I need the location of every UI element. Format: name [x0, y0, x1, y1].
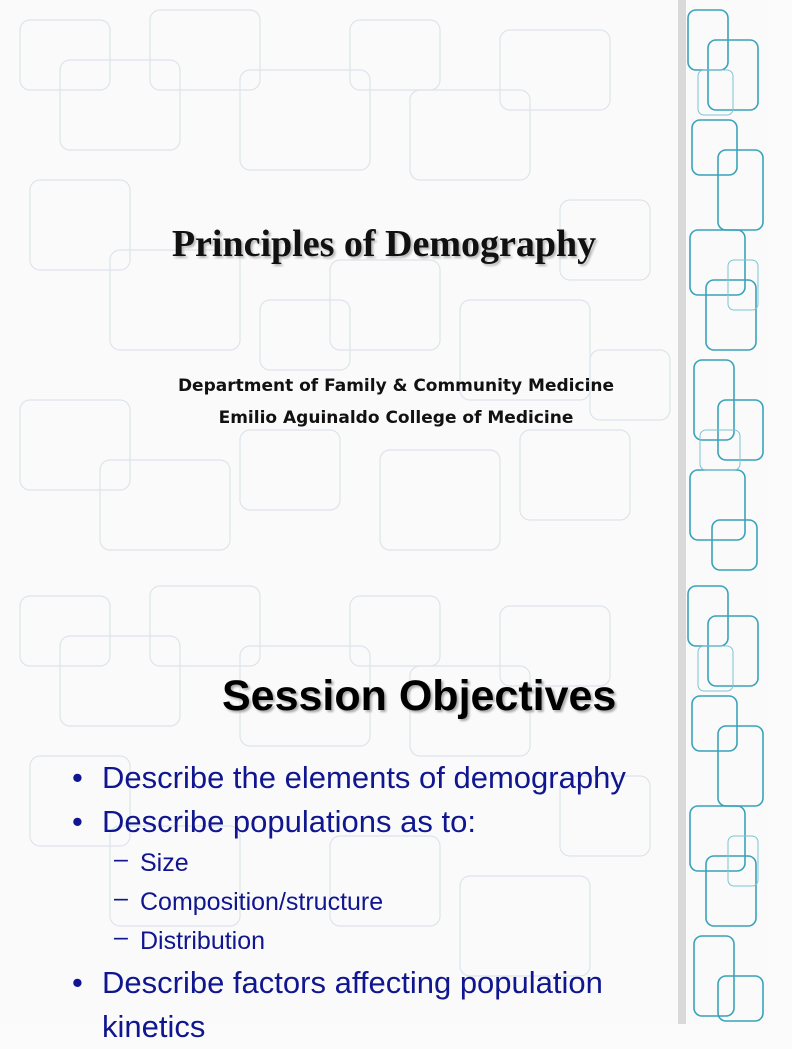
decorative-side-strip [678, 576, 768, 1024]
bullet-marker: • [72, 965, 83, 1000]
bullet-text: Describe the elements of demography [102, 760, 626, 795]
bullet-text: Describe populations as to: [102, 804, 476, 839]
decorative-side-strip [678, 0, 768, 576]
objectives-slide [0, 576, 768, 1044]
sub-bullet-text: Composition/structure [140, 888, 384, 916]
bullet-text: Describe factors affecting population kinetics [102, 965, 603, 1044]
bullet-marker: • [72, 760, 83, 795]
sub-list-item [72, 883, 662, 922]
sub-bullet-text: Size [140, 849, 189, 877]
dash-marker: – [114, 923, 128, 951]
list-item [72, 800, 662, 844]
college-line: Emilio Aguinaldo College of Medicine [218, 408, 574, 428]
slide-title: Session Objectives [222, 672, 617, 720]
sub-bullet-text: Distribution [140, 927, 266, 955]
list-item [72, 756, 662, 800]
sub-list-item [72, 922, 662, 961]
department-line: Department of Family & Community Medicine [177, 376, 615, 396]
sub-list-item [72, 844, 662, 883]
bullet-marker: • [72, 804, 83, 839]
dash-marker: – [114, 845, 128, 873]
objectives-list [72, 756, 662, 1049]
slide-title: Principles of Demography [171, 223, 597, 265]
list-item [72, 961, 662, 1049]
dash-marker: – [114, 884, 128, 912]
